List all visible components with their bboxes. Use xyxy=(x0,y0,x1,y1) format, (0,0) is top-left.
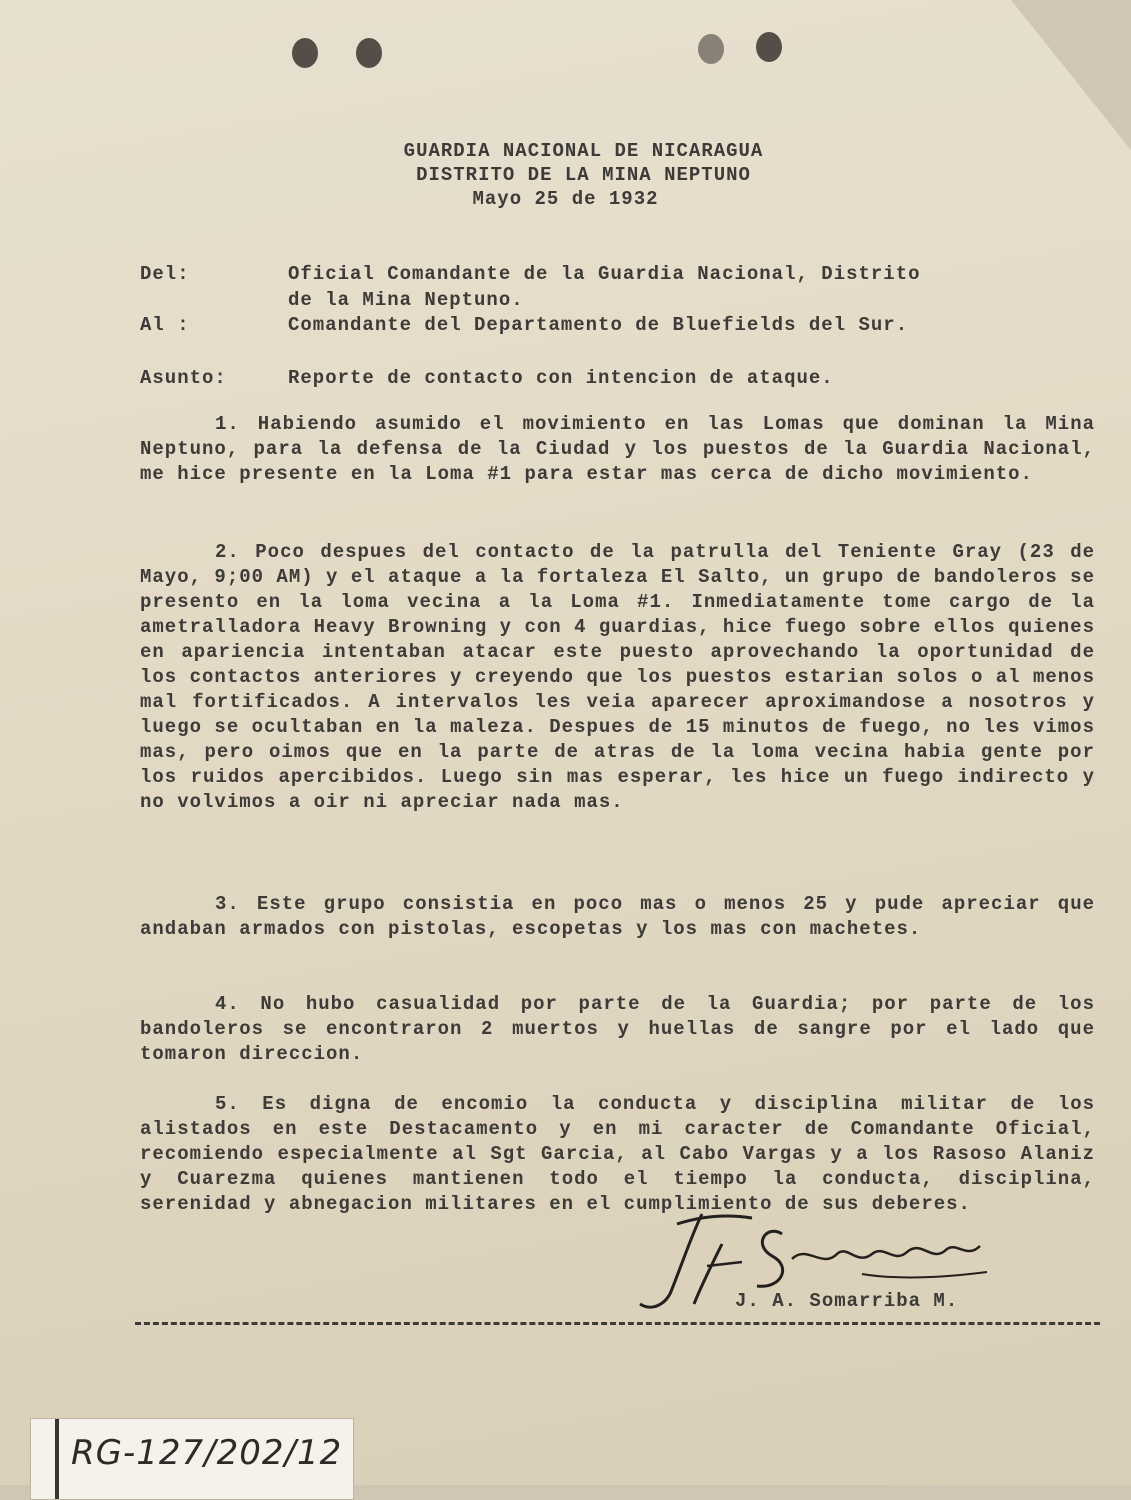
paragraph-5: 5. Es digna de encomio la conducta y disciplina militar de los alistados en este Destacamento y en mi caracter de Comandante Oficial, recomiendo especialmente al Sgt Garcia, al Cabo Vargas y a los Rasoso Alaniz y Cuarezma quienes mantienen todo el tiempo la conducta, disciplina, serenidad y abnegacion militares en el cumplimiento de sus deberes. xyxy=(140,1093,1095,1215)
label-bar xyxy=(55,1419,59,1499)
paragraph-4: 4. No hubo casualidad por parte de la Guardia; por parte de los bandoleros se encontraron 2 muertos y huellas de sangre por el lado que tomaron direccion. xyxy=(140,993,1095,1065)
signer-typed-name: J. A. Somarriba M. xyxy=(735,1290,959,1312)
paragraph-1: 1. Habiendo asumido el movimiento en las Lomas que dominan la Mina Neptuno, para la defensa de la Ciudad y los puestos de la Guardia Nacional, me hice presente en la Loma #1 para estar mas cerca de dicho movimiento. xyxy=(140,413,1095,485)
from-value-line1: Oficial Comandante de la Guardia Nacional, Distrito xyxy=(288,263,921,285)
from-value-line2: de la Mina Neptuno. xyxy=(288,289,524,311)
header-district: DISTRITO DE LA MINA NEPTUNO xyxy=(416,164,751,186)
punch-hole-icon xyxy=(292,38,318,68)
dashed-rule xyxy=(135,1322,1100,1325)
punch-hole-icon xyxy=(698,34,724,64)
to-value: Comandante del Departamento de Bluefields del Sur. xyxy=(288,314,909,336)
paragraph-2: 2. Poco despues del contacto de la patrulla del Teniente Gray (23 de Mayo, 9;00 AM) y el ataque a la fortaleza El Salto, un grupo de bandoleros se presento en la loma vecina a la Loma #1. Inmediatamente tome cargo de la ametralladora Heavy Browning y con 4 guardias, hice fuego sobre ellos quienes en apariencia intentaban atacar este puesto aprovechando la oportunidad de los contactos anteriores y creyendo que los puestos estarian solos o al menos mal fortificados. A intervalos les veia aparecer aproximandose a nosotros y luego se ocultaban en la maleza. Despues de 15 minutos de fuego, no les vimos mas, pero oimos que en la parte de atras de la loma vecina habia gente por los ruidos apercibidos. Luego sin mas esperar, les hice un fuego indirecto y no volvimos a oir ni apreciar nada mas. xyxy=(140,541,1095,813)
to-label: Al : xyxy=(140,314,190,336)
header-date: Mayo 25 de 1932 xyxy=(472,188,659,210)
punch-hole-icon xyxy=(356,38,382,68)
from-label: Del: xyxy=(140,263,190,285)
archive-reference: RG-127/202/12 xyxy=(71,1433,343,1473)
header-organization: GUARDIA NACIONAL DE NICARAGUA xyxy=(403,140,764,162)
punch-hole-icon xyxy=(756,32,782,62)
subject-value: Reporte de contacto con intencion de ataque. xyxy=(288,367,834,389)
archive-label-card xyxy=(30,1418,354,1500)
subject-label: Asunto: xyxy=(140,367,227,389)
paragraph-3: 3. Este grupo consistia en poco mas o menos 25 y pude apreciar que andaban armados con pistolas, escopetas y los mas con machetes. xyxy=(140,893,1095,940)
torn-corner xyxy=(1011,0,1131,150)
